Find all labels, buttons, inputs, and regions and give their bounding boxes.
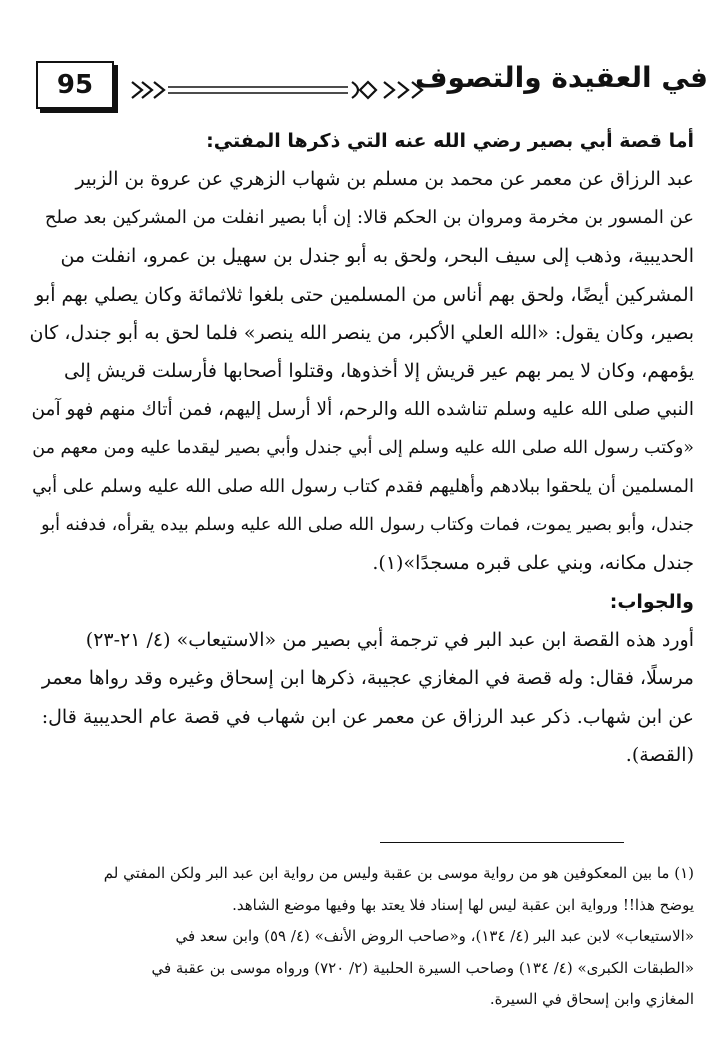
footnote-line: «الطبقات الكبرى» (٤/ ١٣٤) وصاحب السيرة الحلبية (٢/ ٧٢٠) ورواه موسى بن عقبة في [151, 958, 694, 977]
text-line: جندل، وأبو بصير يموت، فمات وكتاب رسول الله صلى الله عليه وسلم بيده يقرأه، فدفنه أبو [41, 514, 694, 535]
text-line: النبي صلى الله عليه وسلم تناشده الله والرحم، ألا أرسل إليهم، فمن أتاك منهم فهو آمن [31, 398, 694, 420]
footnote-line: «الاستيعاب» لابن عبد البر (٤/ ١٣٤)، و«صاحب الروض الأنف» (٤/ ٥٩) وابن سعد في [175, 927, 694, 946]
text-line: يؤمهم، وكان لا يمر بهم عير قريش إلا أخذوها، وقتلوا أصحابها فأرسلت قريش إلى [63, 360, 694, 383]
text-line: عن ابن شهاب. ذكر عبد الرزاق عن معمر عن ابن شهاب في قصة عام الحديبية قال: [41, 705, 694, 728]
text-line: (القصة). [625, 744, 694, 767]
footnote-line: يوضح هذا!! ورواية ابن عقبة ليس لها إسناد فلا يعتد بها وفيها موضع الشاهد. [232, 895, 694, 914]
text-line: عبد الرزاق عن معمر عن محمد بن مسلم بن شهاب الزهري عن عروة بن الزبير [75, 168, 694, 191]
footnote-divider [380, 842, 624, 843]
text-line: جندل مكانه، وبني على قبره مسجدًا»(١). [372, 552, 694, 575]
page-number: 95 [56, 70, 94, 100]
text-line: المشركين أيضًا، ولحق بهم أناس من المسلمين حتى بلغوا ثلاثمائة وكان يصلي بهم أبو [35, 283, 694, 306]
header-ornament [128, 79, 428, 101]
text-line: «وكتب رسول الله صلى الله عليه وسلم إلى أبي جندل وأبي بصير ليقدما عليه ومن معهم من [32, 438, 694, 459]
text-line: أورد هذه القصة ابن عبد البر في ترجمة أبي بصير من «الاستيعاب» (٤/ ٢١-٢٣) [85, 629, 694, 652]
text-line: بصير، وكان يقول: «الله العلي الأكبر، من ينصر الله ينصر» فلما لحق به أبو جندل، كان [30, 321, 694, 344]
main-text [30, 122, 694, 775]
page-header [28, 55, 708, 111]
footnotes [30, 858, 694, 1016]
text-line: المسلمين أن يلحقوا ببلادهم وأهليهم فقدم كتاب رسول الله صلى الله عليه وسلم على أبي [32, 475, 694, 497]
text-line: مرسلًا، فقال: وله قصة في المغازي عجيبة، ذكرها ابن إسحاق وغيره وقد رواها معمر [41, 667, 694, 690]
footnote-line: المغازي وابن إسحاق في السيرة. [489, 990, 694, 1009]
page-number-box [36, 61, 114, 109]
text-line: عن المسور بن مخرمة ومروان بن الحكم قالا: إن أبا بصير انفلت من المشركين بعد صلح [44, 206, 694, 228]
text-line: الحديبية، وذهب إلى سيف البحر، ولحق به أبو جندل بن سهيل بن عمرو، انفلت من [60, 245, 694, 268]
answer-heading: والجواب: [609, 590, 694, 613]
section-heading: أما قصة أبي بصير رضي الله عنه التي ذكرها المفتي: [206, 130, 694, 152]
footnote-line: (١) ما بين المعكوفين هو من رواية موسى بن عقبة وليس من رواية ابن عبد البر ولكن المفتي لم [103, 864, 694, 882]
running-title: في العقيدة والتصوف [415, 61, 708, 94]
